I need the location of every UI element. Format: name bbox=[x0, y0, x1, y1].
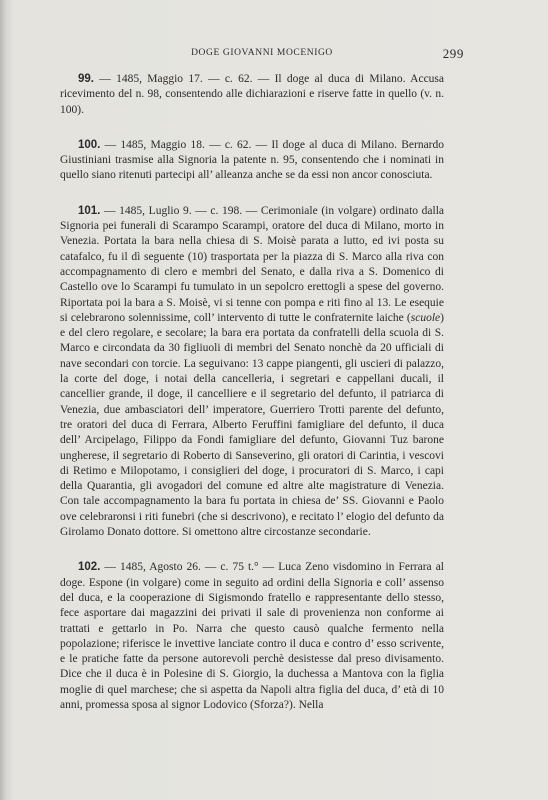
entry-italic-term: scuole bbox=[410, 311, 441, 324]
running-title: DOGE GIOVANNI MOCENIGO bbox=[191, 48, 333, 58]
entry-text: — 1485, Agosto 26. — c. 75 t.° — Luca Zeno visdomino in Ferrara al doge. Espone (in volgare) come in seguito ad ordini della Signoria e coll’ assenso del duca, e la cooperazione di Sigismondo fratello e rappresentante dello stesso, fece asportare dai magazzini dei privati il sale di provenienza non conforme ai trattati e gettarlo in Po. Narra che questo causò qualche fermento nella popolazione; riferisce le invettive lanciate contro il duca e contro d’ esso scrivente, e le pratiche fatte da persone autorevoli perchè desistesse dal preso divisamento. Dice che il duca è in Polesine di S. Giorgio, la duchessa a Mantova con la figlia moglie di quel marchese; che si aspetta da Napoli altra figlia del duca, d’ età di 10 anni, promessa sposa al signor Lodovico (Sforza?). Nella bbox=[60, 561, 444, 711]
entry-number: 100. bbox=[78, 138, 101, 151]
page-number: 299 bbox=[442, 46, 464, 61]
document-body bbox=[60, 72, 444, 733]
entry-text-continued: ) e del clero regolare, e secolare; la bara era portata da confratelli della scuola di S. Marco e circondata da 30 figliuoli di membri del Senato nonchè da 20 ufficiali di nave secondari con torcie. La seguivano: 13 cappe piangenti, gli uscieri di palazzo, la corte del doge, i notai della cancelleria, i segretari e cappellani ducali, il cancellier grande, il doge, il cancelliere e il segretario del defunto, il patriarca di Venezia, due ambasciatori dell’ imperatore, Guerriero Trotti parente del defunto, tre oratori del duca di Ferrara, Alberto Feruffini famigliare del defunto, il duca dell’ Arcipelago, Filippo da Fondi famigliare del defunto, Giovanni Tuz barone ungherese, il segretario di Roberto di Sanseverino, gli oratori di Carintia, i vescovi di Retimo e Milopotamo, i consiglieri del doge, i procuratori di S. Marco, i capi della Quarantia, gli avogadori del comune ed altre alte magistrature di Venezia. Con tale accompagnamento la bara fu portata in chiesa de’ SS. Giovanni e Paolo ove celebraronsi i riti funebri (che si descrivono), e recitato l’ elogio del defunto da Girolamo Donato dottore. Si omettono altre circostanze secondarie. bbox=[60, 311, 444, 539]
entry-number: 99. bbox=[78, 73, 94, 85]
entry-101 bbox=[60, 204, 444, 541]
entry-102 bbox=[60, 560, 444, 713]
entry-number: 101. bbox=[78, 204, 101, 217]
entry-text: — 1485, Maggio 18. — c. 62. — Il doge al duca di Milano. Bernardo Giustiniani trasmise alla Signoria la patente n. 95, consentendo che i nominati in quello siano ritenuti partecipi all’ alleanza anche se da essi non ancor conosciuta. bbox=[60, 138, 444, 182]
entry-100 bbox=[60, 138, 444, 184]
entry-99 bbox=[60, 72, 444, 118]
entry-text: — 1485, Maggio 17. — c. 62. — Il doge al duca di Milano. Accusa ricevimento del n. 98, consentendo alle dichiarazioni e riserve fatte in quello (v. n. 100). bbox=[60, 73, 444, 116]
entry-number: 102. bbox=[78, 561, 101, 574]
entry-text: — 1485, Luglio 9. — c. 198. — Cerimoniale (in volgare) ordinato dalla Signoria pei funerali di Scarampo Scarampi, oratore del duca di Milano, morto in Venezia. Portata la bara nella chiesa di S. Moisè parata a lutto, ed ivi posta su catafalco, fu il dì seguente (10) trasportata per la piazza di S. Marco alla riva con accompagnamento di clero e membri del Senato, e dalla riva a S. Domenico di Castello ove lo Scarampi fu tumulato in un sepolcro erettogli a spese del governo. Riportata poi la bara a S. Moisè, vi si tenne con pompa e riti fino al 13. Le esequie si celebrarono solennissime, coll’ intervento di tutte le confraternite laiche ( bbox=[60, 204, 444, 324]
